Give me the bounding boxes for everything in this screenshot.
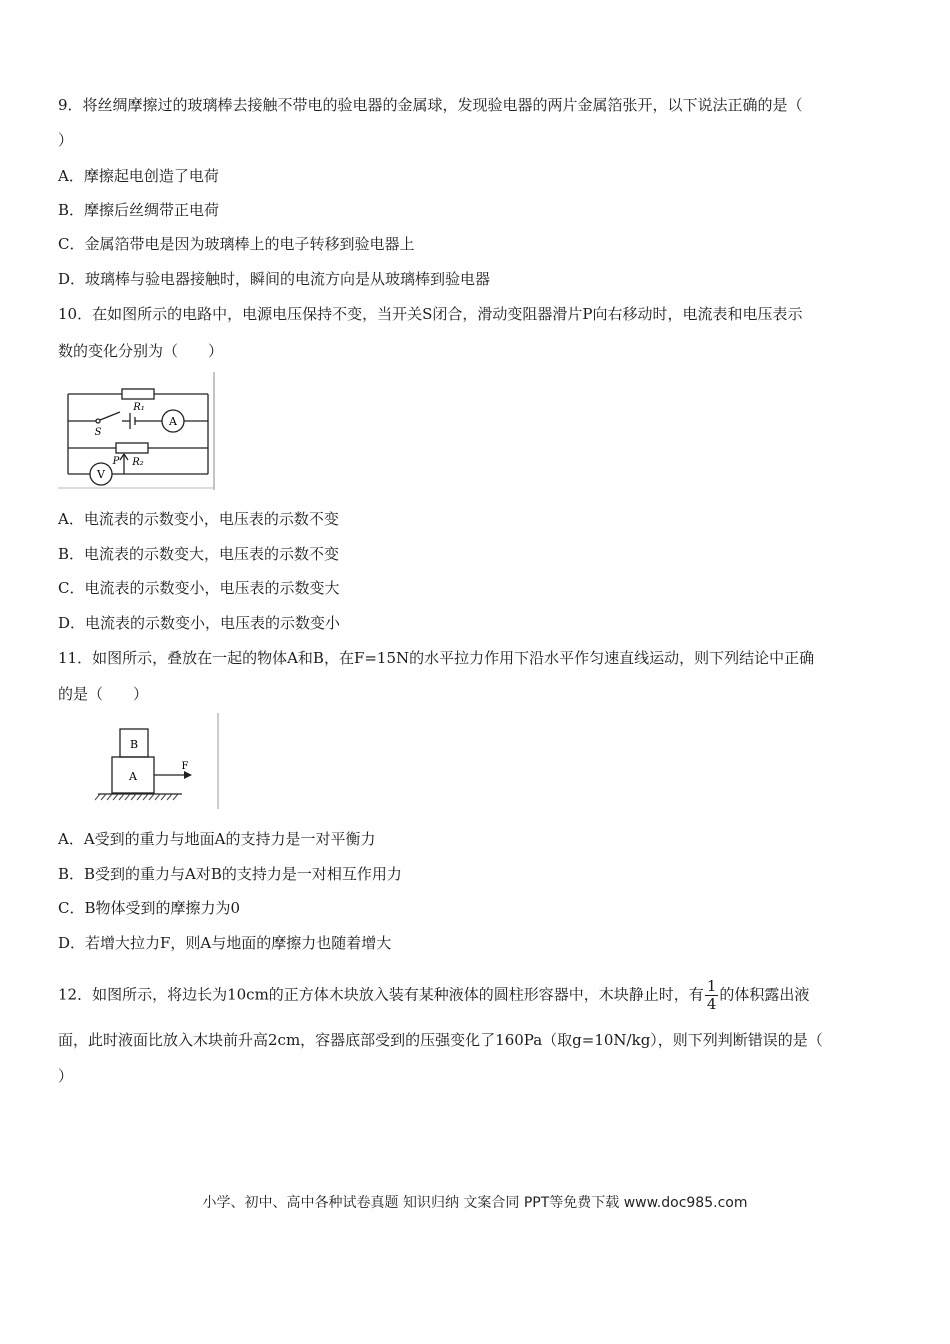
q9-stem: 9．将丝绸摩擦过的玻璃棒去接触不带电的验电器的金属球，发现验电器的两片金属箔张开，以下说法正确的是（: [58, 96, 803, 114]
label-ammeter: A: [169, 415, 177, 428]
page-footer: 小学、初中、高中各种试卷真题 知识归纳 文案合同 PPT等免费下载 www.doc985.com: [202, 1195, 748, 1211]
q11-option-b: B．B受到的重力与A对B的支持力是一对相互作用力: [58, 865, 402, 883]
q9-option-d: D．玻璃棒与验电器接触时，瞬间的电流方向是从玻璃棒到验电器: [58, 270, 491, 288]
q10-stem-line2: 数的变化分别为（ ）: [58, 342, 224, 360]
fraction-one-quarter: [705, 978, 719, 1013]
label-block-a: A: [129, 770, 137, 783]
q11-stem: 11．如图所示，叠放在一起的物体A和B，在F=15N的水平拉力作用下沿水平作匀速直线运动，则下列结论中正确: [58, 649, 815, 667]
fraction-denominator: 4: [706, 995, 717, 1013]
q12-stem-line2: 面，此时液面比放入木块前升高2cm，容器底部受到的压强变化了160Pa（取g=10N/kg），则下列判断错误的是（: [58, 1031, 823, 1049]
q10-stem: 10．在如图所示的电路中，电源电压保持不变，当开关S闭合，滑动变阻器滑片P向右移动时，电流表和电压表示: [58, 305, 803, 323]
rheostat-r2: [116, 443, 148, 453]
q12-stem-end: ）: [58, 1067, 74, 1085]
label-p: P: [112, 456, 120, 467]
q11-option-c: C．B物体受到的摩擦力为0: [58, 899, 241, 917]
label-block-b: B: [129, 738, 139, 751]
blocks-diagram: [58, 713, 220, 809]
q11-stem-line2: 的是（ ）: [58, 685, 149, 703]
label-s: S: [94, 427, 102, 438]
label-force: F: [181, 761, 189, 772]
q9-option-b: B．摩擦后丝绸带正电荷: [58, 201, 220, 219]
q9-option-c: C．金属箔带电是因为玻璃棒上的电子转移到验电器上: [58, 235, 415, 253]
q10-option-c: C．电流表的示数变小，电压表的示数变大: [58, 579, 340, 597]
q9-stem-end: ）: [58, 131, 74, 149]
q10-option-b: B．电流表的示数变大，电压表的示数不变: [58, 545, 340, 563]
q12-stem-part-a: 12．如图所示，将边长为10cm的正方体木块放入装有某种液体的圆柱形容器中，木块静止时，有: [58, 985, 704, 1004]
q10-option-d: D．电流表的示数变小，电压表的示数变小: [58, 614, 341, 632]
resistor-r1: [122, 389, 154, 399]
q12-stem-part-b: 的体积露出液: [719, 985, 810, 1004]
switch-s: [96, 419, 100, 423]
q11-option-a: A．A受到的重力与地面A的支持力是一对平衡力: [58, 830, 376, 848]
fraction-numerator: 1: [706, 977, 717, 995]
q9-option-a: A．摩擦起电创造了电荷: [58, 167, 219, 185]
label-voltmeter: V: [97, 468, 105, 481]
q12-stem: [58, 978, 809, 1013]
circuit-diagram: [58, 372, 216, 490]
q10-option-a: A．电流表的示数变小，电压表的示数不变: [58, 510, 339, 528]
q11-option-d: D．若增大拉力F，则A与地面的摩擦力也随着增大: [58, 934, 392, 952]
label-r1: R₁: [133, 402, 145, 413]
label-r2: R₂: [132, 457, 144, 468]
